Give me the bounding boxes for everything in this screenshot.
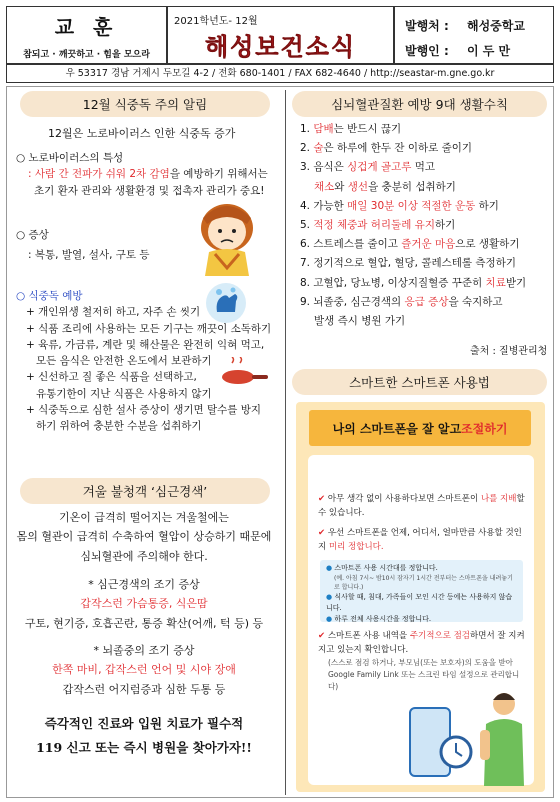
stroke-red: 한쪽 마비, 갑작스런 언어 및 시야 장애 [52, 663, 236, 677]
issuer-label: 발행인 : [405, 44, 449, 58]
stroke-more: 갑작스런 어지럼증과 심한 두통 등 [62, 682, 226, 696]
prevent-item: + 개인위생 철저히 하고, 자주 손 씻기 [26, 306, 201, 319]
prevent-item: 유통기한이 지난 식품은 사용하지 않기 [26, 387, 212, 400]
rule-item: 7. 정기적으로 혈압, 혈당, 콜레스테롤 측정하기 [300, 257, 516, 270]
rules-title: 심뇌혈관질환 예방 9대 생활수칙 [331, 97, 508, 112]
point-3-note: (스스로 점검 하거나, 부모님(또는 보호자)의 도움을 받아 Google Family Link 또는 스크린 타임 설정으로 관리합니다) [328, 658, 520, 692]
phone-banner [309, 410, 531, 446]
phone-subbox [320, 560, 523, 622]
winter-intro-line: 기온이 급격히 떨어지는 겨울철에는 [59, 511, 229, 524]
rules-source: 출처 : 질병관리청 [470, 346, 548, 357]
phone-title: 스마트한 스마트폰 사용법 [349, 375, 490, 390]
heart-symptoms [8, 575, 280, 633]
rule-item: 1. 담배는 반드시 끊기 [300, 123, 402, 135]
feature-red: : 사람 간 전파가 쉬워 2차 감염 [28, 168, 170, 181]
sub-item-1: ● 스마트폰 사용 시간대를 정합니다. [326, 564, 438, 572]
rule-item: 6. 스트레스를 줄이고 즐거운 마음으로 생활하기 [300, 238, 520, 251]
rule-item: 2. 술은 하루에 한두 잔 이하로 줄이기 [300, 142, 473, 155]
symptom-text: : 복통, 발열, 설사, 구토 등 [28, 249, 150, 262]
prevent-item: + 식중독으로 심한 설사 증상이 생기면 탈수를 방지 [26, 403, 262, 416]
newsletter-title: 해성보건소식 [204, 32, 357, 61]
sick-child-illustration [185, 198, 270, 276]
food-feature-section [16, 150, 278, 199]
phone-point-2: ✔ 우선 스마트폰을 언제, 어디서, 얼마만큼 사용할 것인지 미리 정합니다. [318, 528, 522, 552]
motto-title: 교 훈 [54, 15, 119, 39]
closing-line-2: 119 신고 또는 즉시 병원을 찾아가자!! [36, 739, 252, 755]
phone-title-pill [292, 369, 547, 395]
smartphone-clock-illustration [400, 690, 535, 786]
symptom-head: ○ 증상 [16, 229, 49, 241]
publisher-box [394, 6, 554, 64]
rule-item: 채소와 생선을 충분히 섭취하기 [314, 180, 456, 193]
winter-intro-line: 몸의 혈관이 급격히 수축하여 혈압이 상승하기 때문에 [16, 530, 272, 544]
address-bar: 우 53317 경남 거제시 두모길 4-2 / 전화 680-1401 / FAX 682-4640 / http://seastar-m.gne.go.kr [6, 64, 554, 83]
winter-intro [8, 508, 280, 566]
symptom-section [16, 227, 150, 264]
feature-line2: 초기 환자 관리와 생활환경 및 접촉자 관리가 중요! [34, 184, 265, 197]
feature-head: ○ 노로바이러스의 특성 [16, 152, 124, 164]
prevent-item: + 식품 조리에 사용하는 모든 기구는 깨끗이 소독하기 [26, 322, 272, 335]
rule-item: 9. 뇌졸중, 심근경색의 응급 증상을 숙지하고 [300, 295, 503, 308]
food-intro: 12월은 노로바이러스 인한 식중독 증가 [48, 127, 236, 140]
frying-pan-icon [218, 357, 268, 393]
food-title-pill [20, 91, 270, 117]
heart-more: 구토, 현기증, 호흡곤란, 통증 확산(어깨, 턱 등) 등 [24, 616, 264, 630]
publisher-label: 발행처 : [405, 19, 449, 33]
winter-title: 겨울 불청객 ‘심근경색’ [82, 484, 208, 499]
prevent-item: 하기 위하여 충분한 수분을 섭취하기 [26, 420, 202, 433]
issuer-value: 이 두 만 [467, 44, 511, 58]
prevent-item: + 육류, 가금류, 계란 및 해산물은 완전히 익혀 먹고, [26, 338, 265, 351]
check-icon: ✔ [318, 494, 326, 504]
publisher-value: 해성중학교 [467, 19, 525, 33]
rule-item: 5. 적정 체중과 허리둘레 유지하기 [300, 219, 456, 232]
prevent-item: + 신선하고 질 좋은 식품을 선택하고, [26, 371, 197, 384]
motto-box [6, 6, 167, 64]
sub-item-1-note: (예. 아침 7시~ 밤10시 잠자기 1시간 전부터는 스마트폰을 내려놓기로 합니다.) [334, 574, 513, 592]
heart-red: 갑작스런 가슴통증, 식은땀 [80, 597, 208, 611]
rules-title-pill [292, 91, 547, 117]
banner-pre: 나의 스마트폰을 잘 알고 [332, 421, 462, 436]
sub-item-3: ● 하루 전체 사용시간을 정합니다. [326, 615, 432, 624]
rule-item: 3. 음식은 싱겁게 골고루 먹고 [300, 161, 435, 174]
closing-line-1: 즉각적인 진료와 입원 치료가 필수적 [44, 716, 244, 731]
title-box [167, 6, 394, 64]
feature-rest: 을 예방하기 위해서는 [169, 168, 268, 181]
phone-point-3: ✔ 스마트폰 사용 내역을 주기적으로 점검하면서 잘 지켜지고 있는지 확인합니다. (스스로 점검 하거나, 부모님(또는 보호자)의 도움을 받아 Google Family Link 또는 스크린 타임 설정으로 관리합니다) [318, 631, 525, 692]
winter-intro-line: 심뇌혈관에 주의해야 한다. [80, 549, 208, 563]
rule-item: 8. 고혈압, 당뇨병, 이상지질혈증 꾸준히 치료받기 [300, 276, 527, 289]
prevent-item: 모든 음식은 안전한 온도에서 보관하기 [26, 355, 212, 368]
check-icon: ✔ [318, 528, 326, 538]
heart-head: * 심근경색의 조기 증상 [88, 578, 200, 591]
prevent-head: ○ 식중독 예방 [16, 290, 83, 302]
rule-item: 발생 즉시 병원 가기 [314, 315, 406, 328]
rules-list [300, 120, 550, 331]
motto-text: 참되고 · 깨끗하고 · 힘을 모으라 [23, 50, 150, 60]
banner-highlight: 조절하기 [461, 421, 508, 436]
winter-closing [8, 712, 280, 760]
check-icon: ✔ [318, 631, 326, 641]
sub-item-2: ● 식사할 때, 침대, 가족들이 모인 시간 등에는 사용하지 않습니다. [326, 593, 513, 613]
rule-item: 4. 가능한 매일 30분 이상 적절한 운동 하기 [300, 199, 499, 212]
handwashing-icon [205, 282, 247, 324]
phone-point-1: ✔ 아무 생각 없이 사용하다보면 스마트폰이 나를 지배할 수 있습니다. [318, 494, 525, 518]
food-title: 12월 식중독 주의 알림 [82, 97, 208, 112]
issue-label: 2021학년도- 12월 [174, 16, 258, 27]
stroke-symptoms [8, 641, 280, 699]
stroke-head: * 뇌졸중의 조기 증상 [93, 644, 195, 657]
winter-title-pill [20, 478, 270, 504]
